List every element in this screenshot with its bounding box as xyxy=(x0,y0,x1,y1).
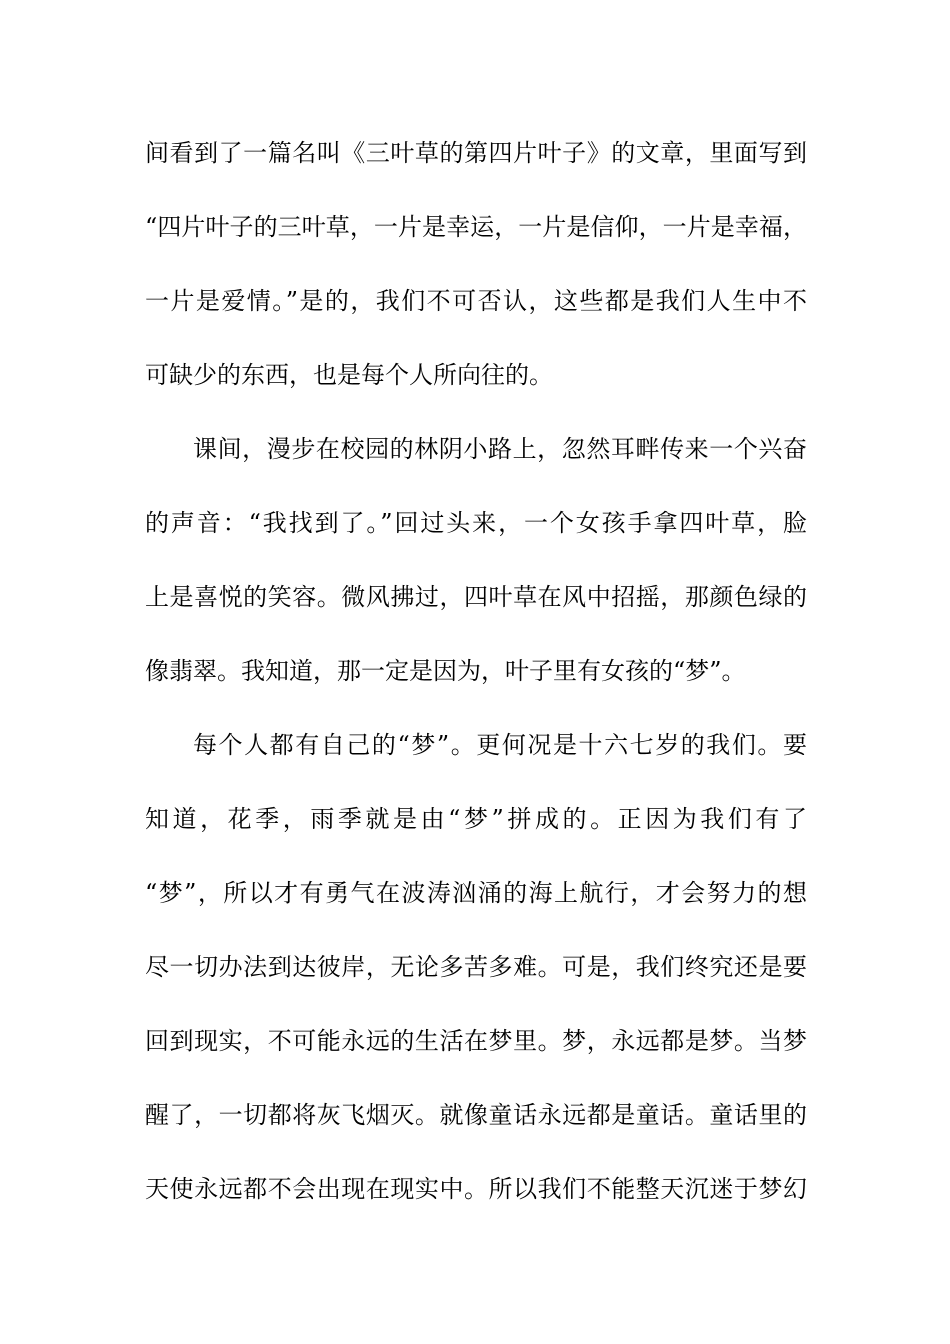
text-line-8: 像翡翠。我知道，那一定是因为，叶子里有女孩的“梦”。 xyxy=(145,657,746,685)
text-line-14: 醒了，一切都将灰飞烟灭。就像童话永远都是童话。童话里的 xyxy=(145,1101,807,1129)
text-line-12: 尽一切办法到达彼岸，无论多苦多难。可是，我们终究还是要 xyxy=(145,953,807,981)
text-line-10: 知道，花季，雨季就是由“梦”拼成的。正因为我们有了 xyxy=(145,805,807,833)
text-line-5: 课间，漫步在校园的林阴小路上，忽然耳畔传来一个兴奋 xyxy=(193,435,807,463)
text-line-9: 每个人都有自己的“梦”。更何况是十六七岁的我们。要 xyxy=(193,731,807,759)
text-line-2: “四片叶子的三叶草，一片是幸运，一片是信仰，一片是幸福， xyxy=(145,213,807,241)
text-line-15: 天使永远都不会出现在现实中。所以我们不能整天沉迷于梦幻 xyxy=(145,1175,807,1203)
text-line-1: 间看到了一篇名叫《三叶草的第四片叶子》的文章，里面写到 xyxy=(145,139,807,167)
text-line-11: “梦”，所以才有勇气在波涛汹涌的海上航行，才会努力的想 xyxy=(145,879,807,907)
text-line-13: 回到现实，不可能永远的生活在梦里。梦，永远都是梦。当梦 xyxy=(145,1027,807,1055)
text-line-7: 上是喜悦的笑容。微风拂过，四叶草在风中招摇，那颜色绿的 xyxy=(145,583,807,611)
text-line-3: 一片是爱情。”是的，我们不可否认，这些都是我们人生中不 xyxy=(145,287,807,315)
text-line-4: 可缺少的东西，也是每个人所向往的。 xyxy=(145,361,553,389)
text-line-6: 的声音：“我找到了。”回过头来，一个女孩手拿四叶草，脸 xyxy=(145,509,807,537)
